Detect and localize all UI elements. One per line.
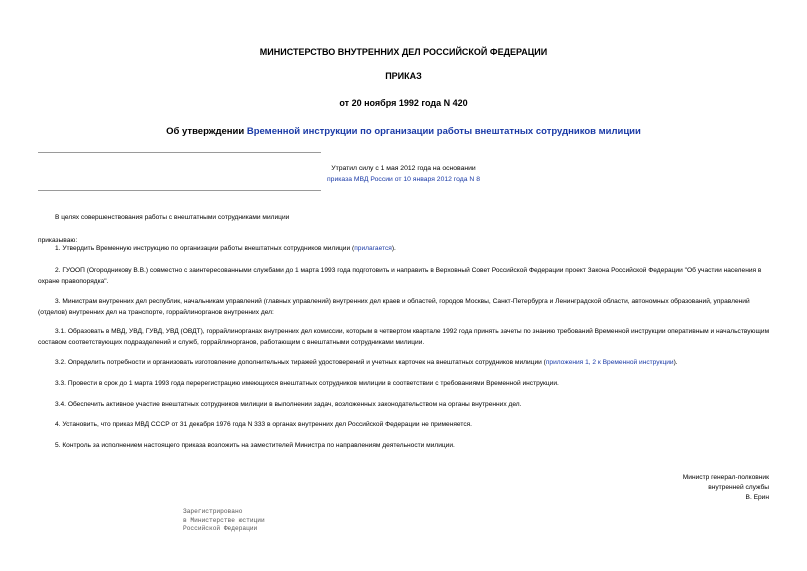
signature-block: [569, 473, 769, 503]
doc-type-heading: ПРИКАЗ: [385, 71, 422, 81]
paragraph-3-1: 3.1. Образовать в МВД, УВД, ГУВД, УВД (ОВДТ), горрайлинорганах внутренних дел комиссии, которым в четвертом квартале 1992 года принять зачеты по знанию требований Временной инструкции оперативным и начальствующим составом соответствующих подразделений и служб, горрайлинорганов, работающим с внештатными сотрудниками милиции.: [38, 328, 770, 346]
order-word: приказываю:: [38, 237, 78, 244]
paragraph-3-4: 3.4. Обеспечить активное участие внештатных сотрудников милиции в выполнении задач, возложенных законодательством на органы внутренних дел.: [55, 401, 522, 408]
title-prefix: Об утверждении: [166, 126, 247, 137]
status-note-line1: Утратил силу с 1 мая 2012 года на основании: [331, 165, 476, 172]
p1-link[interactable]: прилагается: [354, 245, 392, 252]
title-link[interactable]: Временной инструкции по организации работы внештатных сотрудников милиции: [246, 126, 641, 137]
p32-text: 3.2. Определить потребности и организовать изготовление дополнительных тиражей удостоверений и учетных карточек на внештатных сотрудников милиции (: [55, 359, 546, 366]
intro-paragraph: В целях совершенствования работы с внештатными сотрудниками милиции: [55, 214, 290, 221]
paragraph-2: 2. ГУООП (Огородникову В.В.) совместно с заинтересованными службами до 1 марта 1993 года подготовить и направить в Верховный Совет Российской Федерации проект Закона Российской Федерации "Об участии населения в охране правопорядка".: [38, 267, 762, 285]
registration-line-3: Российской Федерации: [183, 525, 258, 532]
paragraph-3: 3. Министрам внутренних дел республик, начальникам управлений (главных управлений) внутренних дел краев и областей, городов Москвы, Санкт-Петербурга и Ленинградской области, автономных образований, управлений (отделов) внутренних дел на транспорте, горрайлинорганов внутренних дел:: [38, 298, 750, 316]
p32-link[interactable]: приложения 1, 2 к Временной инструкции: [545, 359, 674, 366]
registration-stamp: [183, 508, 265, 534]
status-note-link[interactable]: приказа МВД России от 10 января 2012 года N 8: [327, 176, 480, 183]
paragraph-4: 4. Установить, что приказ МВД СССР от 31 декабря 1976 года N 333 в органах внутренних дел Российской Федерации не применяется.: [55, 421, 473, 428]
paragraph-3-2: [38, 357, 773, 368]
registration-line-2: в Министерстве юстиции: [183, 516, 265, 524]
document-title: [0, 126, 807, 137]
ministry-heading: МИНИСТЕРСТВО ВНУТРЕННИХ ДЕЛ РОССИЙСКОЙ ФЕДЕРАЦИИ: [259, 47, 548, 57]
paragraph-3-3: 3.3. Провести в срок до 1 марта 1993 года перерегистрацию имеющихся внештатных сотрудников милиции в соответствии с требованиями Временной инструкции.: [55, 380, 559, 387]
signature-line-2: внутренней службы: [708, 484, 769, 491]
date-number: от 20 ноября 1992 года N 420: [339, 98, 468, 108]
divider-bottom: [38, 190, 321, 191]
p1-end: ).: [391, 245, 396, 252]
paragraph-5: 5. Контроль за исполнением настоящего приказа возложить на заместителей Министра по направлениям деятельности милиции.: [55, 442, 455, 449]
paragraph-1: [38, 243, 773, 254]
divider-top: [38, 152, 321, 153]
registration-line-1: Зарегистрировано: [183, 508, 243, 515]
signature-line-3: В. Ерин: [745, 494, 769, 501]
p1-text: 1. Утвердить Временную инструкцию по организации работы внештатных сотрудников милиции (: [55, 245, 355, 252]
p32-end: ).: [673, 359, 678, 366]
signature-line-1: Министр генерал-полковник: [682, 474, 769, 481]
